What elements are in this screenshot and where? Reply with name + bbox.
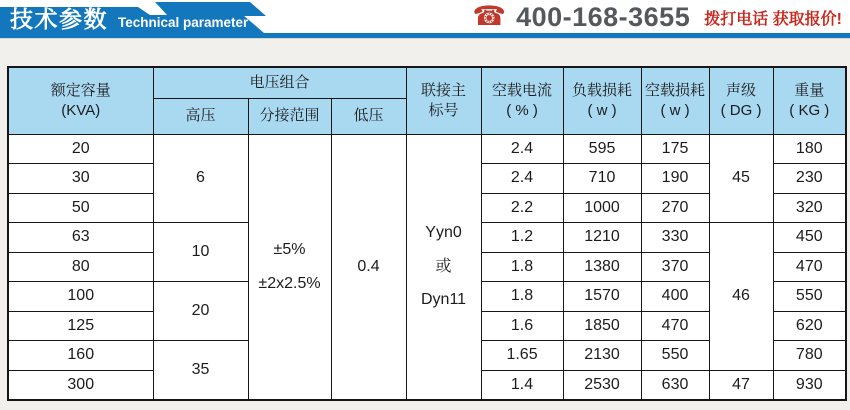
spec-table-container bbox=[7, 66, 847, 401]
data-cell: 230 bbox=[773, 164, 846, 194]
header-cell: 低压 bbox=[331, 98, 406, 134]
table-row bbox=[8, 134, 846, 164]
data-cell: 1380 bbox=[563, 252, 641, 282]
data-cell: 0.4 bbox=[331, 134, 406, 400]
header-cell: 声级 ( DG ) bbox=[709, 67, 773, 134]
title-english: Technical parameter bbox=[118, 15, 249, 30]
data-cell: 6 bbox=[153, 134, 248, 223]
data-cell: 300 bbox=[8, 370, 153, 400]
data-cell: 2.2 bbox=[481, 193, 563, 223]
phone-icon: ☎ bbox=[472, 0, 507, 31]
data-cell: 595 bbox=[563, 134, 641, 164]
data-cell: 2130 bbox=[563, 341, 641, 371]
data-cell: 100 bbox=[8, 282, 153, 312]
data-cell: 630 bbox=[641, 370, 709, 400]
data-cell: 45 bbox=[709, 134, 773, 223]
header-cell: 电压组合 bbox=[153, 67, 406, 98]
header-cell: 高压 bbox=[153, 98, 248, 134]
data-cell: 1.6 bbox=[481, 311, 563, 341]
call-cta-text[interactable]: 拨打电话 获取报价! bbox=[704, 10, 842, 28]
data-cell: 47 bbox=[709, 370, 773, 400]
header-cell: 额定容量 (KVA) bbox=[8, 67, 153, 134]
header-cell: 分接范围 bbox=[248, 98, 331, 134]
title-chinese: 技术参数 bbox=[10, 6, 108, 32]
header-cell: 联接主 标号 bbox=[406, 67, 481, 134]
data-cell: 35 bbox=[153, 341, 248, 400]
data-cell: 620 bbox=[773, 311, 846, 341]
phone-group bbox=[472, 1, 842, 33]
header-cell: 空载损耗 ( w ) bbox=[641, 67, 709, 134]
phone-number[interactable]: 400-168-3655 bbox=[516, 1, 691, 32]
data-cell: 175 bbox=[641, 134, 709, 164]
data-cell: 2.4 bbox=[481, 164, 563, 194]
data-cell: 710 bbox=[563, 164, 641, 194]
data-cell: 10 bbox=[153, 223, 248, 282]
data-cell: 550 bbox=[641, 341, 709, 371]
header-cell: 负载损耗 ( w ) bbox=[563, 67, 641, 134]
spec-table-body bbox=[8, 134, 846, 400]
data-cell: 80 bbox=[8, 252, 153, 282]
data-cell: 780 bbox=[773, 341, 846, 371]
data-cell: 330 bbox=[641, 223, 709, 253]
header-cell: 重量 ( KG ) bbox=[773, 67, 846, 134]
data-cell: 20 bbox=[8, 134, 153, 164]
header-cell: 空载电流 ( % ) bbox=[481, 67, 563, 134]
data-cell: ±5% ±2x2.5% bbox=[248, 134, 331, 400]
spec-table-head bbox=[8, 67, 846, 134]
data-cell: 20 bbox=[153, 282, 248, 341]
data-cell: 46 bbox=[709, 223, 773, 371]
data-cell: 400 bbox=[641, 282, 709, 312]
data-cell: 1000 bbox=[563, 193, 641, 223]
data-cell: 30 bbox=[8, 164, 153, 194]
page-title bbox=[10, 5, 248, 33]
data-cell: 470 bbox=[773, 252, 846, 282]
data-cell: 1.65 bbox=[481, 341, 563, 371]
data-cell: 1570 bbox=[563, 282, 641, 312]
data-cell: Yyn0 或 Dyn11 bbox=[406, 134, 481, 400]
data-cell: 930 bbox=[773, 370, 846, 400]
data-cell: 1210 bbox=[563, 223, 641, 253]
data-cell: 270 bbox=[641, 193, 709, 223]
data-cell: 1.8 bbox=[481, 282, 563, 312]
data-cell: 450 bbox=[773, 223, 846, 253]
data-cell: 470 bbox=[641, 311, 709, 341]
data-cell: 1.2 bbox=[481, 223, 563, 253]
data-cell: 160 bbox=[8, 341, 153, 371]
data-cell: 125 bbox=[8, 311, 153, 341]
data-cell: 2.4 bbox=[481, 134, 563, 164]
data-cell: 1850 bbox=[563, 311, 641, 341]
data-cell: 190 bbox=[641, 164, 709, 194]
data-cell: 550 bbox=[773, 282, 846, 312]
data-cell: 370 bbox=[641, 252, 709, 282]
data-cell: 1.8 bbox=[481, 252, 563, 282]
data-cell: 50 bbox=[8, 193, 153, 223]
data-cell: 180 bbox=[773, 134, 846, 164]
data-cell: 1.4 bbox=[481, 370, 563, 400]
data-cell: 63 bbox=[8, 223, 153, 253]
header-row bbox=[8, 67, 846, 98]
data-cell: 2530 bbox=[563, 370, 641, 400]
data-cell: 320 bbox=[773, 193, 846, 223]
spec-table bbox=[7, 66, 847, 401]
